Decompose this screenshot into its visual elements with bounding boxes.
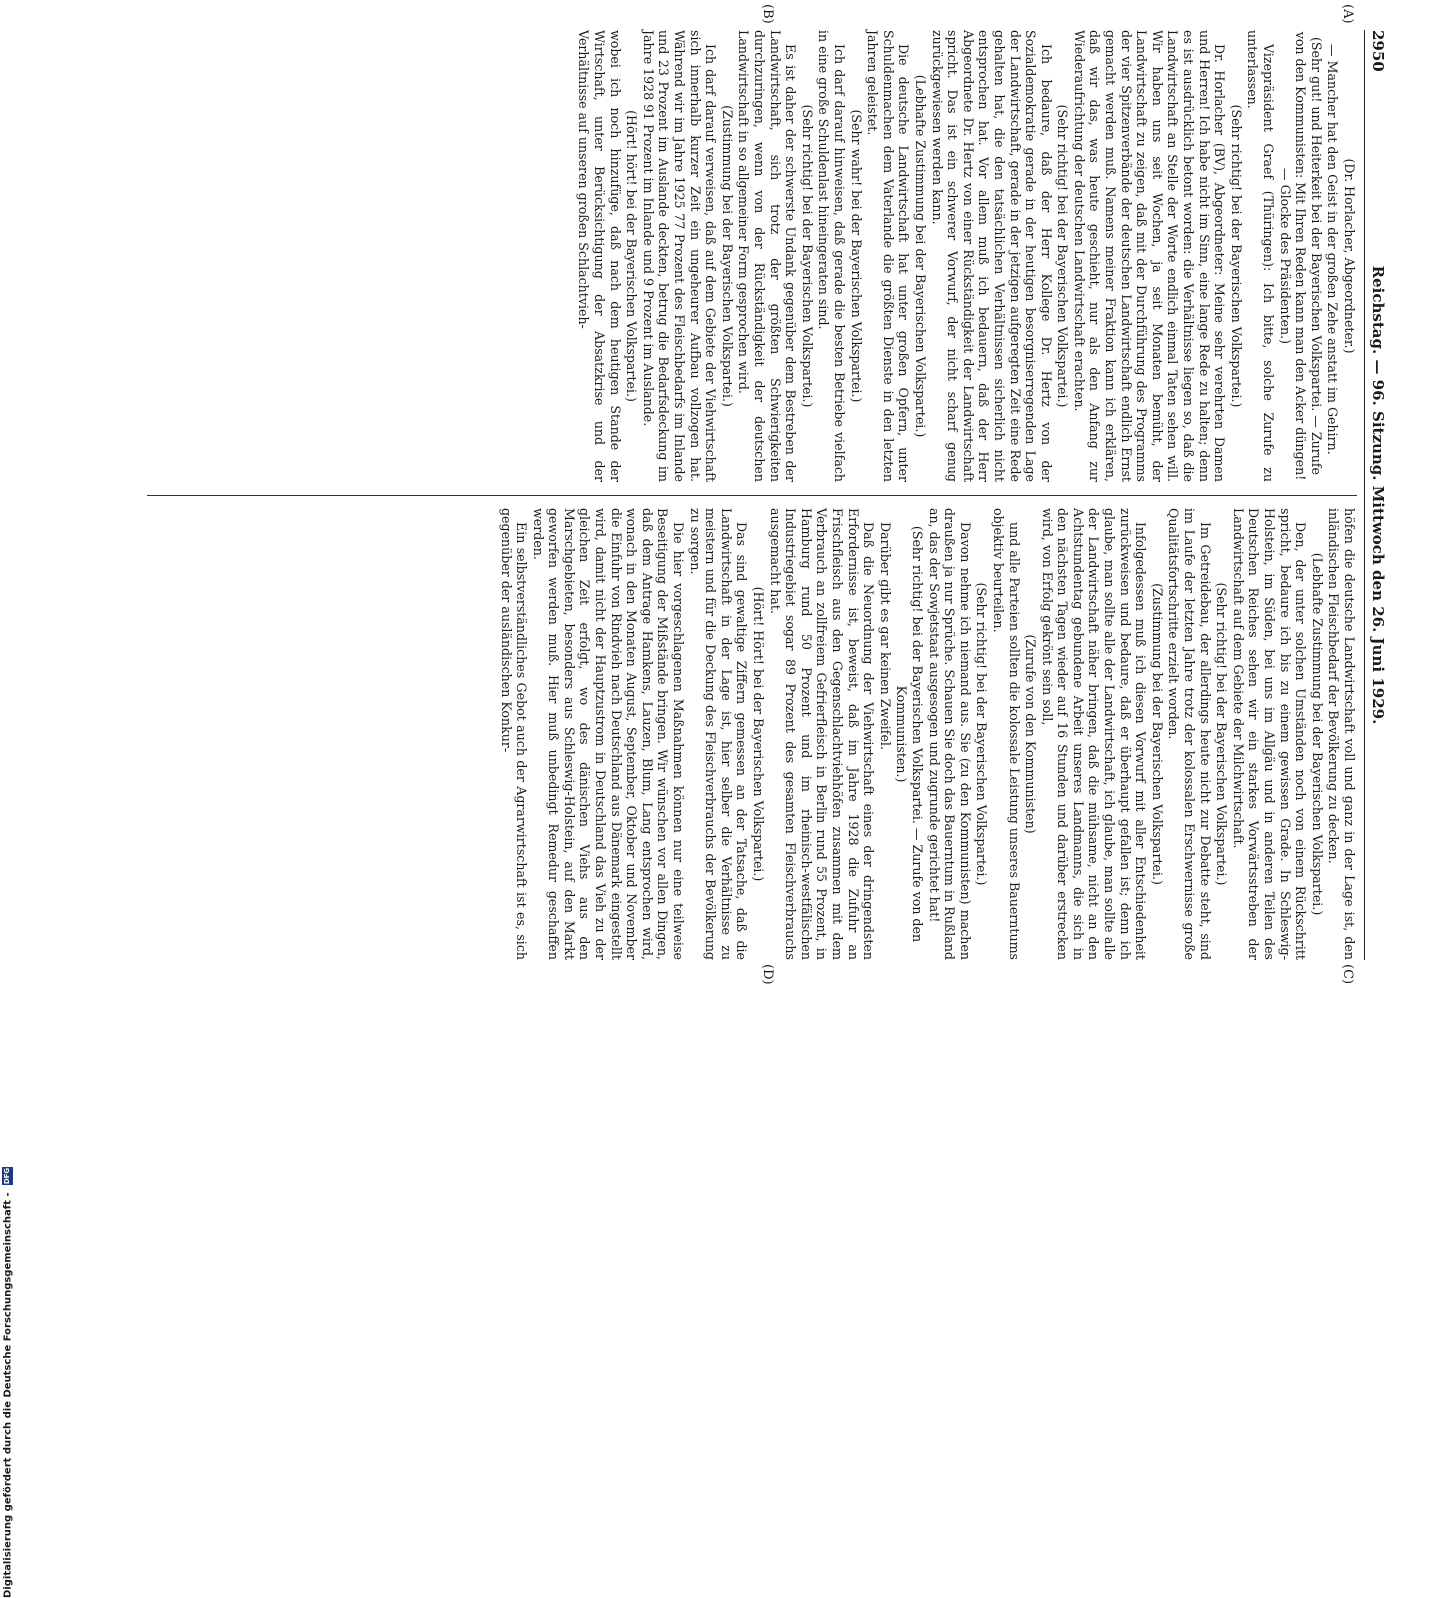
paragraph: Es ist daher der schwerste Undank gegenüber dem Bestreben der Landwirtschaft, sich trotz der größten Schwierigkeiten durchzuringen, wenn von der Rückständigkeit der deutschen Landwirtschaft in so allgemeiner Form gesprochen wird. [736, 30, 799, 482]
interjection: (Hört! Hört! bei der Bayerischen Volkspartei.) [751, 586, 767, 882]
interjection: (Sehr richtig! bei der Bayerischen Volkspartei.) [974, 582, 990, 886]
paragraph: Ich bedaure, daß der Herr Kollege Dr. Hertz von der Sozialdemokratie gerade in der heutigen besorgniserregenden Lage der Landwirtschaft, gerade in der jetzigen aufgeregten Zeit eine Rede gehalten hat, die den tatsächlichen Verhältnissen sicherlich nicht entsprochen hat. Vor allem muß ich bedauern, daß der Herr Abgeordnete Dr. Hertz von einer Rückständigkeit der Landwirtschaft spricht. Das ist ein schwerer Vorwurf, der nicht scharf genug zurückgewiesen werden kann. [929, 30, 1054, 482]
paragraph: und alle Parteien sollten die kolossale Leistung unseres Bauerntums objektiv beurteilen. [990, 508, 1022, 960]
interjection: (Lebhafte Zustimmung bei der Bayerischen Volkspartei.) [912, 74, 928, 438]
paragraph: Ein selbstverständliches Gebot auch der Agrarwirtschaft ist es, sich gegenüber der ausländischen Konkur- [498, 508, 530, 960]
page-number: 2950 [1369, 30, 1387, 72]
interjection: (Zurufe von den Kommunisten) [1023, 634, 1039, 834]
paragraph: Darüber gibt es gar keinen Zweifel. [877, 522, 893, 750]
interjection: (Sehr wahr! bei der Bayerischen Volkspartei.) [848, 109, 864, 403]
credit-text: Digitalisierung gefördert durch die Deutsche Forschungsgemeinschaft - [2, 1192, 14, 1598]
page-title: Reichstag. — 96. Sitzung. Mittwoch den 26. Juni 1929. [1369, 265, 1387, 725]
interjection: (Sehr richtig! bei der Bayerischen Volkspartei.) [1055, 104, 1071, 408]
paragraph: Ich darf darauf hinweisen, daß gerade die besten Betriebe vielfach in eine große Schuldenlast hineingeraten sind. [816, 30, 847, 482]
margin-mark-b: (B) [760, 4, 775, 24]
interjection: (Lebhafte Zustimmung bei der Bayerischen Volkspartei.) [1309, 552, 1325, 916]
column-divider [147, 495, 1357, 496]
digitization-credit [2, 604, 16, 1598]
paragraph: Daß die Neuordnung der Viehwirtschaft eines der dringendsten Erfordernisse ist, beweist, daß im Jahre 1928 die Zufuhr an Frischfleisch aus den Gegenschlachtviehhöfen zusammen mit dem Verbrauch an zollfreiem Gefrierfleisch in Berlin rund 55 Prozent, in Hamburg rund 50 Prozent und im rheinisch-westfälischen Industriegebiet sogar 89 Prozent des gesamten Fleischverbrauchs ausgemacht hat. [767, 508, 877, 960]
paragraph: Vizepräsident Graef (Thüringen): Ich bitte, solche Zurufe zu unterlassen. [1245, 30, 1277, 482]
interjection: (Sehr richtig! bei der Bayerischen Volkspartei.) [799, 104, 815, 408]
page-header [1365, 30, 1387, 960]
margin-mark-c: (C) [1340, 964, 1355, 985]
dfg-logo: DFG [3, 1167, 11, 1185]
margin-mark-d: (D) [760, 964, 775, 985]
paragraph: wobei ich noch hinzufüge, daß nach dem heutigen Stande der Wirtschaft, unter Berücksichtigung der Absatzkrise und der Verhältnisse auf unseren großen Schlachtvieh- [576, 30, 623, 482]
interjection: (Sehr richtig! bei der Bayerischen Volkspartei.) [1214, 582, 1230, 886]
interjection: (Zustimmung bei der Bayerischen Volkspartei.) [1149, 583, 1165, 885]
interjection: (Zustimmung bei der Bayerischen Volkspartei.) [719, 105, 735, 407]
interjection: (Sehr richtig! bei der Bayerischen Volkspartei. — Zurufe von den Kommunisten.) [894, 525, 925, 943]
interjection: (Sehr gut! und Heiterkeit bei der Bayerischen Volkspartei. — Zurufe von den Kommunisten: Mit Ihren Reden kann man den Acker düngen! — Glocke des Präsidenten.) [1277, 31, 1324, 481]
document-page [135, 4, 1387, 985]
interjection: (Sehr richtig! bei der Bayerischen Volkspartei.) [1228, 104, 1244, 408]
left-column [575, 30, 1357, 482]
header-rule [1364, 30, 1365, 960]
interjection: (Hört! hört! bei der Bayerischen Volkspartei.) [624, 110, 640, 402]
paragraph: Den, der unter solchen Umständen noch von einem Rückschritt spricht, bedaure ich bis zu einem gewissen Grade. In Schleswig-Holstein, im Süden, bei uns im Allgäu und in anderen Teilen des Deutschen Reiches sehen wir ein starkes Vorwärtsstreben der Landwirtschaft auf dem Gebiete der Milchwirtschaft. [1230, 508, 1309, 960]
paragraph: — Mancher hat den Geist in der großen Zehe anstatt im Gehirn. [1325, 44, 1341, 455]
paragraph: Das sind gewaltige Ziffern gemessen an der Tatsache, daß die Landwirtschaft in der Lage ist, hier selber die Verhältnisse zu meistern und für die Deckung des Fleischverbrauchs der Bevölkerung zu sorgen. [687, 508, 750, 960]
paragraph: Infolgedessen muß ich diesen Vorwurf mit aller Entschiedenheit zurückweisen und bedaure, daß er überhaupt gefallen ist; denn ich glaube, man sollte alle der Landwirtschaft, ich glaube, man sollte alle der Landwirtschaft näher bringen, daß die mühsame, nicht an den Achtstundentag gebundene Arbeit unseres Landmanns, die sich in den nächsten Tagen wieder auf 16 Stunden und darüber erstrecken wird, von Erfolg gekrönt sein soll, [1039, 508, 1149, 960]
paragraph: Die deutsche Landwirtschaft hat unter großen Opfern, unter Schuldenmachen dem Vaterlande die größten Dienste in den letzten Jahren geleistet. [865, 30, 912, 482]
margin-mark-a: (A) [1340, 4, 1355, 24]
paragraph: Im Getreidebau, der allerdings heute nicht zur Debatte steht, sind im Laufe der letzten Jahre trotz der kolossalen Erschwernisse große Qualitätsfortschritte erzielt worden. [1166, 508, 1213, 960]
paragraph: höfen die deutsche Landwirtschaft voll und ganz in der Lage ist, den inländischen Fleischbedarf der Bevölkerung zu decken. [1326, 508, 1357, 960]
right-column [497, 508, 1357, 960]
paragraph: Ich darf darauf verweisen, daß auf dem Gebiete der Viehwirtschaft sich innerhalb kurzer Zeit ein ungeheurer Aufbau vollzogen hat. Während wir im Jahre 1925 77 Prozent des Fleischbedarfs im Inlande und 23 Prozent im Auslande deckten, betrug die Bedarfsdeckung im Jahre 1928 91 Prozent im Inlande und 9 Prozent im Auslande. [640, 30, 719, 482]
paragraph: Dr. Horlacher (BV), Abgeordneter: Meine sehr verehrten Damen und Herren! Ich habe nicht im Sinn, eine lange Rede zu halten; denn es ist ausdrücklich betont worden: die Verhältnisse liegen so, daß die Landwirtschaft an Stelle der Worte endlich einmal Taten sehen will. Wir haben uns seit Wochen, ja seit Monaten bemüht, der Landwirtschaft zu zeigen, daß mit der Durchführung des Programms der vier Spitzenverbände der deutschen Landwirtschaft endlich Ernst gemacht werden muß. Namens meiner Fraktion kann ich erklären, daß wir das, was heute geschieht, nur als den Anfang zur Wiederaufrichtung der deutschen Landwirtschaft erachten. [1071, 30, 1228, 482]
paragraph: Davon nehme ich niemand aus. Sie (zu den Kommunisten) machen draußen ja nur Sprüche. Schauen Sie doch das Bauerntum in Rußland an, das der Sowjetstaat ausgesogen und zugrunde gerichtet hat! [926, 508, 973, 960]
interjection: (Dr. Horlacher, Abgeordneter.) [1342, 158, 1357, 354]
paragraph: Die hier vorgeschlagenen Maßnahmen können nur eine teilweise Beseitigung der Mißstände bringen. Wir wünschen vor allen Dingen, daß dem Antrage Hamkens, Lauzen, Blum, Lang entsprochen wird, wonach in den Monaten August, September, Oktober und November die Einfuhr von Rindvieh nach Deutschland aus Dänemark eingestellt wird, damit nicht der Hauptzustrom in Deutschland das Vieh zu der gleichen Zeit erfolgt, wo des dänischen Viehs aus den Marschgebieten, besonders aus Schleswig-Holstein, auf den Markt geworfen werden muß. Hier muß unbedingt Remedur geschaffen werden. [530, 508, 687, 960]
